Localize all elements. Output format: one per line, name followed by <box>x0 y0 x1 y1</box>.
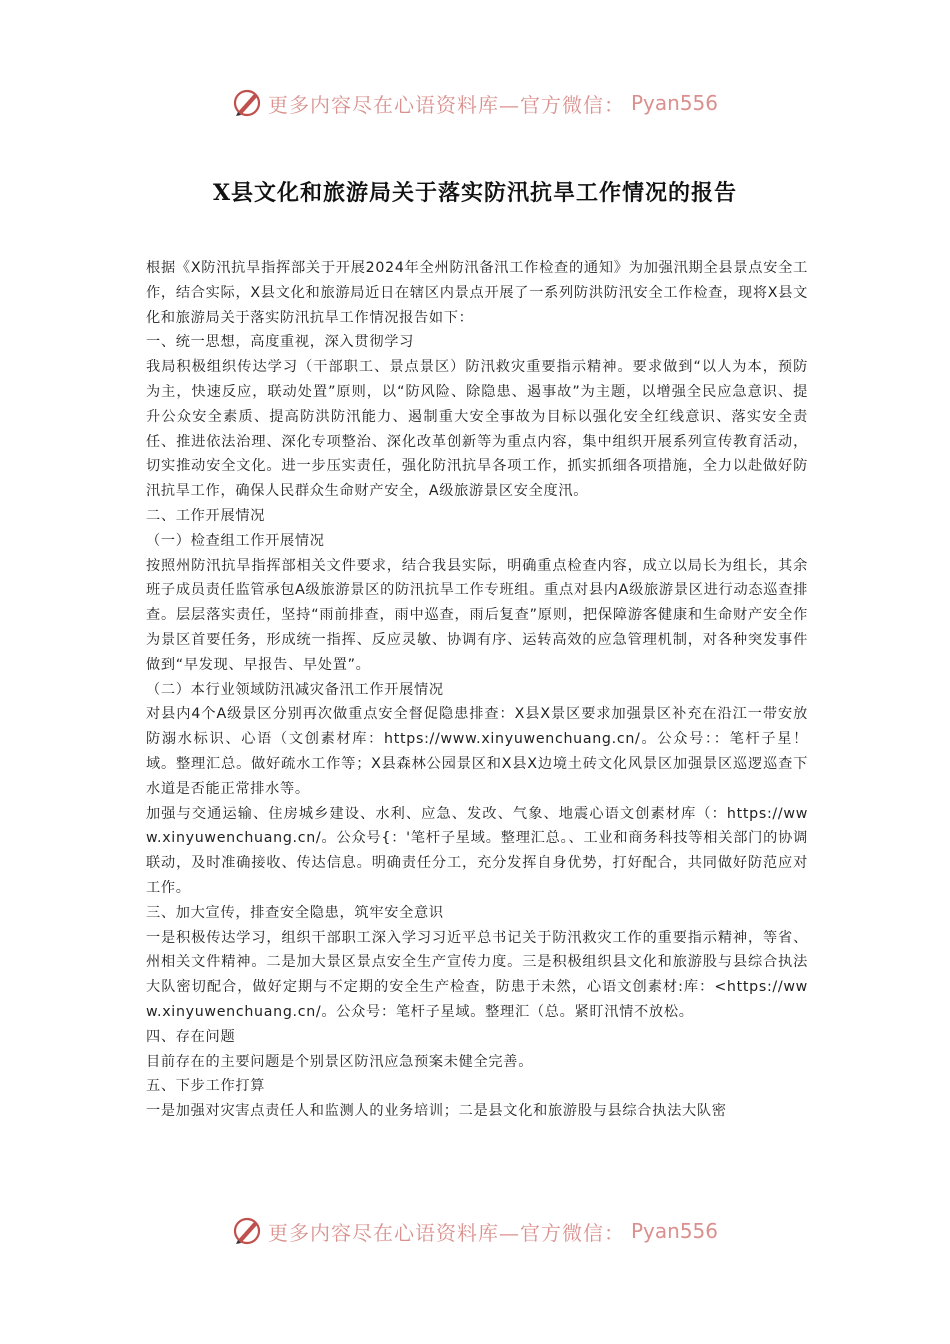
banner-wechat-id: Pyan556 <box>630 91 718 115</box>
section-heading: 三、加大宣传，排查安全隐患，筑牢安全意识 <box>146 904 444 921</box>
document-body <box>146 256 808 1124</box>
paragraph: 对县内4个A级景区分别再次做重点安全督促隐患排查：X县X景区要求加强景区补充在沿江一带安放防溺水标识、心语（文创素材库：https://www.xinyuwenchuang.cn/。公众号：：笔杆子星！域。整理汇总。做好疏水工作等；X县森林公园景区和X县X边境土砖文化风景区加强景区巡逻巡查下水道是否能正常排水等。 <box>146 706 808 797</box>
paragraph: 按照州防汛抗旱指挥部相关文件要求，结合我县实际，明确重点检查内容，成立以局长为组长，其余班子成员责任监管承包A级旅游景区的防汛抗旱工作专班组。重点对县内A级旅游景区进行动态巡查排查。层层落实责任，坚持“雨前排查，雨中巡查，雨后复查”原则，把保障游客健康和生命财产安全作为景区首要任务，形成统一指挥、反应灵敏、协调有序、运转高效的应急管理机制，对各种突发事件做到“早发现、早报告、早处置”。 <box>146 557 808 673</box>
pen-logo-icon <box>232 88 262 118</box>
subsection-heading: （一）检查组工作开展情况 <box>146 532 325 549</box>
paragraph: 目前存在的主要问题是个别景区防汛应急预案未健全完善。 <box>146 1053 534 1070</box>
watermark-banner-bottom <box>0 1213 950 1249</box>
watermark-banner-top <box>0 85 950 121</box>
section-heading: 一、统一思想，高度重视，深入贯彻学习 <box>146 334 414 351</box>
paragraph: 加强与交通运输、住房城乡建设、水利、应急、发改、气象、地震心语文创素材库（：https://www.xinyuwenchuang.cn/。公众号{：'笔杆子星域。整理汇总。、工业和商务科技等相关部门的协调联动，及时准确接收、传达信息。明确责任分工，充分发挥自身优势，打好配合，共同做好防范应对工作。 <box>146 805 808 896</box>
banner-text: 更多内容尽在心语资料库—官方微信： <box>267 1220 625 1245</box>
paragraph: 一是积极传达学习，组织干部职工深入学习习近平总书记关于防汛救灾工作的重要指示精神，等省、州相关文件精神。二是加大景区景点安全生产宣传力度。三是积极组织县文化和旅游股与县综合执法大队密切配合，做好定期与不定期的安全生产检查，防患于未然，心语文创素材:库：<https://www.xinyuwenchuang.cn/。公众号：笔杆子星域。整理汇（总。紧盯汛情不放松。 <box>146 929 808 1020</box>
paragraph: 根据《X防汛抗旱指挥部关于开展2024年全州防汛备汛工作检查的通知》为加强汛期全县景点安全工作，结合实际，X县文化和旅游局近日在辖区内景点开展了一系列防洪防汛安全工作检查，现将X县文化和旅游局关于落实防汛抗旱工作情况报告如下： <box>146 260 808 326</box>
section-heading: 五、下步工作打算 <box>146 1078 266 1095</box>
paragraph: 一是加强对灾害点责任人和监测人的业务培训；二是县文化和旅游股与县综合执法大队密 <box>146 1103 727 1120</box>
section-heading: 四、存在问题 <box>146 1028 236 1045</box>
paragraph: 我局积极组织传达学习（干部职工、景点景区）防汛救灾重要指示精神。要求做到“以人为本，预防为主，快速反应，联动处置”原则，以“防风险、除隐患、遏事故”为主题，以增强全民应急意识、提升公众安全素质、提高防洪防汛能力、遏制重大安全事故为目标以强化安全红线意识、落实安全责任、推进依法治理、深化专项整治、深化改革创新等为重点内容，集中组织开展系列宣传教育活动，切实推动安全文化。进一步压实责任，强化防汛抗旱各项工作，抓实抓细各项措施，全力以赴做好防汛抗旱工作，确保人民群众生命财产安全，A级旅游景区安全度汛。 <box>146 359 808 500</box>
document-title: X县文化和旅游局关于落实防汛抗旱工作情况的报告 <box>212 180 738 206</box>
section-heading: 二、工作开展情况 <box>146 507 266 524</box>
pen-logo-icon <box>232 1216 262 1246</box>
banner-text: 更多内容尽在心语资料库—官方微信： <box>267 92 625 117</box>
subsection-heading: （二）本行业领域防汛减灾备汛工作开展情况 <box>146 681 444 698</box>
banner-wechat-id: Pyan556 <box>630 1219 718 1243</box>
